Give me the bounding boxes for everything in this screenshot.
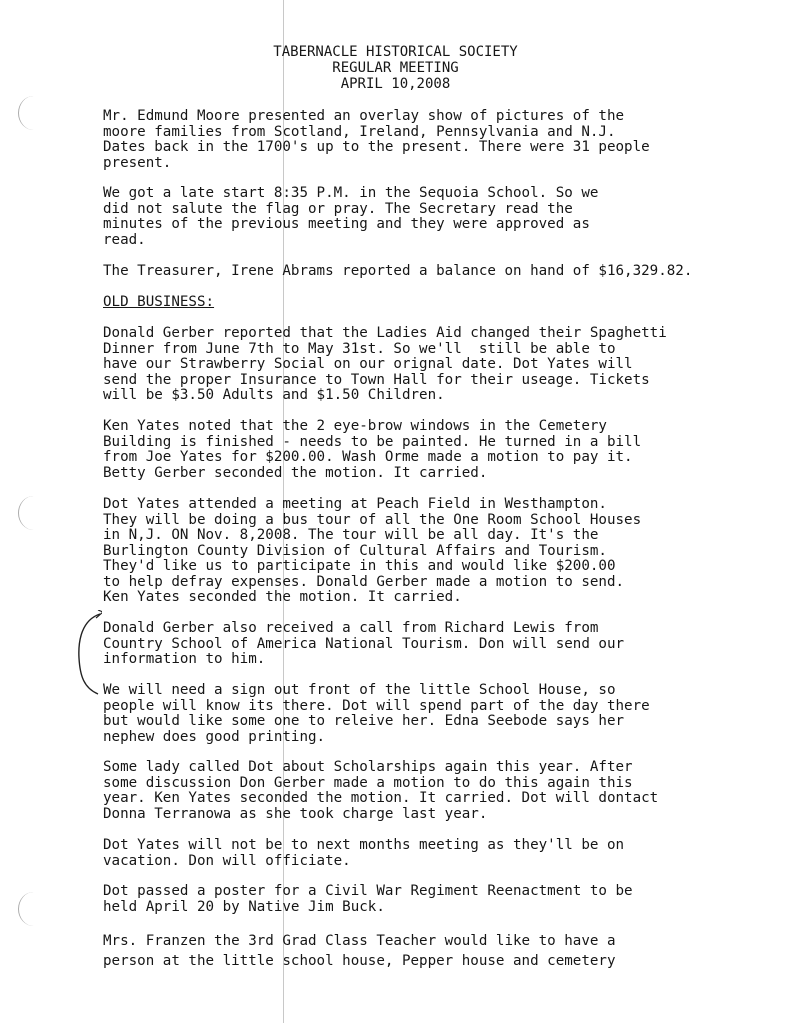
paragraph-spaghetti-dinner: Donald Gerber reported that the Ladies Aid changed their Spaghetti Dinner from June 7th to May 31st. So we'll still be able to have our Strawberry Social on our orignal date. Dot Yates will send the proper Insurance to Town Hall for their useage. Tickets will be $3.50 Adults and $1.50 Children. [103, 325, 667, 403]
paragraph-class-teacher: Mrs. Franzen the 3rd Grad Class Teacher would like to have a person at the little school house, Pepper house and cemetery [103, 933, 616, 969]
paragraph-civil-war-poster: Dot passed a poster for a Civil War Regiment Reenactment to be held April 20 by Native Jim Buck. [103, 883, 633, 915]
paragraph-scholarships: Some lady called Dot about Scholarships again this year. After some discussion Don Gerber made a motion to do this again this year. Ken Yates seconded the motion. It carried. Dot will dontact Donna Terranowa as she took charge last year. [103, 759, 659, 822]
paragraph-late-start: We got a late start 8:35 P.M. in the Sequoia School. So we did not salute the flag or pray. The Secretary read the minutes of the previous meeting and they were approved as read. [103, 185, 599, 248]
meeting-date: APRIL 10,2008 [340, 76, 451, 92]
paragraph-presentation: Mr. Edmund Moore presented an overlay show of pictures of the moore families from Scotland, Ireland, Pennsylvania and N.J. Dates back in the 1700's up to the present. There were 31 people present. [103, 108, 650, 171]
paragraph-eyebrow-windows: Ken Yates noted that the 2 eye-brow windows in the Cemetery Building is finished - needs to be painted. He turned in a bill from Joe Yates for $200.00. Wash Orme made a motion to pay it. Betty Gerber seconded the motion. It carried. [103, 418, 642, 481]
punch-hole-mark [18, 96, 49, 130]
paragraph-national-tourism: Donald Gerber also received a call from Richard Lewis from Country School of America National Tourism. Don will send our information to him. [103, 620, 625, 667]
document-title: TABERNACLE HISTORICAL SOCIETY [273, 44, 518, 60]
paragraph-next-meeting: Dot Yates will not be to next months meeting as they'll be on vacation. Don will officiate. [103, 837, 625, 869]
paragraph-treasurer: The Treasurer, Irene Abrams reported a balance on hand of $16,329.82. [103, 263, 693, 279]
paragraph-sign: We will need a sign out front of the little School House, so people will know its there. Dot will spend part of the day there but would like some one to releive her. Edna Seebode says her nephew does good printing. [103, 682, 650, 745]
meeting-type: REGULAR MEETING [332, 60, 459, 76]
punch-hole-mark [18, 892, 49, 926]
section-heading-old-business: OLD BUSINESS: [103, 294, 215, 310]
paragraph-bus-tour: Dot Yates attended a meeting at Peach Field in Westhampton. They will be doing a bus tour of all the One Room School Houses in N,J. ON Nov. 8,2008. The tour will be all day. It's the Burlington County Division of Cultural Affairs and Tourism. They'd like us to participate in this and would like $200.00 to help defray expenses. Donald Gerber made a motion to send. Ken Yates seconded the motion. It carried. [103, 496, 642, 605]
handwritten-bracket-mark [72, 610, 102, 700]
punch-hole-mark [18, 496, 49, 530]
